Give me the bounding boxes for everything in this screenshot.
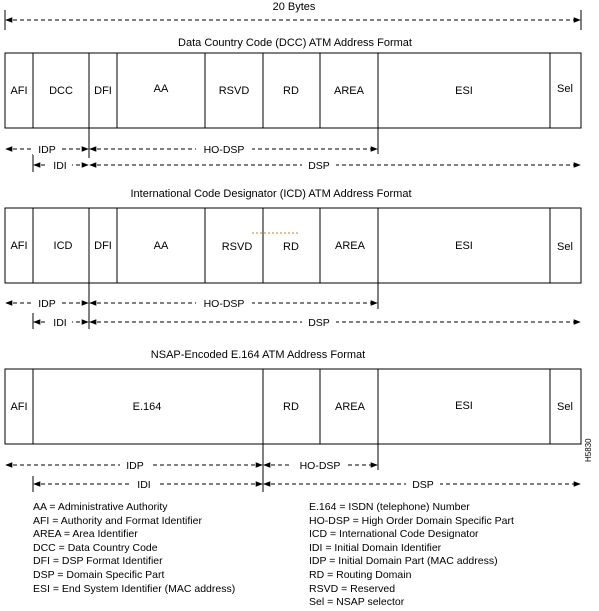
legend-left	[33, 501, 235, 596]
legend-entry: AFI = Authority and Format Identifier	[33, 514, 202, 527]
legend-entry: DSP = Domain Specific Part	[33, 568, 165, 581]
field-sel: Sel	[557, 83, 573, 95]
field-area: AREA	[334, 85, 364, 97]
legend-entry: IDI = Initial Domain Identifier	[309, 541, 442, 554]
legend-entry: ESI = End System Identifier (MAC address)	[33, 582, 236, 595]
field-sel: Sel	[557, 401, 573, 413]
span-ho-dsp: HO-DSP	[203, 144, 245, 156]
field-esi: ESI	[455, 240, 473, 252]
size-label: 20 Bytes	[272, 1, 316, 13]
field-e164: E.164	[132, 401, 162, 413]
field-esi: ESI	[455, 400, 473, 412]
legend-entry: E.164 = ISDN (telephone) Number	[309, 501, 470, 513]
size-indicator	[5, 0, 581, 30]
legend-entry: AA = Administrative Authority	[33, 501, 168, 513]
field-dcc: DCC	[49, 85, 73, 97]
field-aa: AA	[153, 240, 169, 252]
span-ho-dsp: HO-DSP	[203, 298, 245, 310]
format-title: NSAP-Encoded E.164 ATM Address Format	[150, 349, 366, 361]
format-title: International Code Designator (ICD) ATM Address Format	[130, 188, 412, 200]
legend-entry: Sel = NSAP selector	[309, 596, 405, 609]
legend-entry: HO-DSP = High Order Domain Specific Part	[309, 514, 514, 527]
field-dfi: DFI	[94, 85, 112, 97]
field-sel: Sel	[557, 241, 573, 253]
field-afi: AFI	[10, 85, 28, 97]
span-dsp: DSP	[308, 317, 330, 329]
span-idi: IDI	[53, 160, 67, 172]
field-rd: RD	[283, 85, 299, 97]
legend-right	[309, 501, 514, 610]
span-ho-dsp: HO-DSP	[299, 460, 341, 472]
icd-format	[5, 188, 581, 329]
field-esi: ESI	[455, 85, 473, 97]
dcc-format	[5, 37, 581, 172]
legend-entry: RD = Routing Domain	[309, 568, 412, 581]
field-rsvd: RSVD	[221, 241, 253, 253]
format-title: Data Country Code (DCC) ATM Address Format	[178, 37, 412, 49]
field-area: AREA	[335, 401, 365, 413]
span-idp: IDP	[126, 460, 144, 472]
legend-entry: ICD = International Code Designator	[309, 528, 479, 541]
e164-format	[5, 349, 581, 492]
span-idi: IDI	[137, 479, 151, 491]
field-icd: ICD	[53, 240, 73, 252]
field-aa: AA	[153, 83, 169, 95]
legend-entry: DCC = Data Country Code	[33, 541, 158, 554]
field-afi: AFI	[10, 401, 28, 413]
legend-entry: DFI = DSP Format Identifier	[33, 555, 163, 568]
field-rd: RD	[283, 401, 299, 413]
field-area: AREA	[335, 240, 365, 252]
figure-id: H5830	[584, 438, 593, 462]
span-idp: IDP	[38, 298, 56, 310]
field-dfi: DFI	[94, 240, 112, 252]
span-idi: IDI	[53, 317, 67, 329]
legend-entry: IDP = Initial Domain Part (MAC address)	[309, 555, 498, 568]
field-afi: AFI	[10, 240, 28, 252]
legend-entry: RSVD = Reserved	[309, 582, 396, 595]
span-idp: IDP	[38, 144, 56, 156]
field-rsvd: RSVD	[218, 85, 250, 97]
field-rd: RD	[283, 241, 299, 253]
span-dsp: DSP	[308, 160, 330, 172]
legend-entry: AREA = Area Identifier	[33, 528, 138, 541]
span-dsp: DSP	[412, 479, 434, 491]
